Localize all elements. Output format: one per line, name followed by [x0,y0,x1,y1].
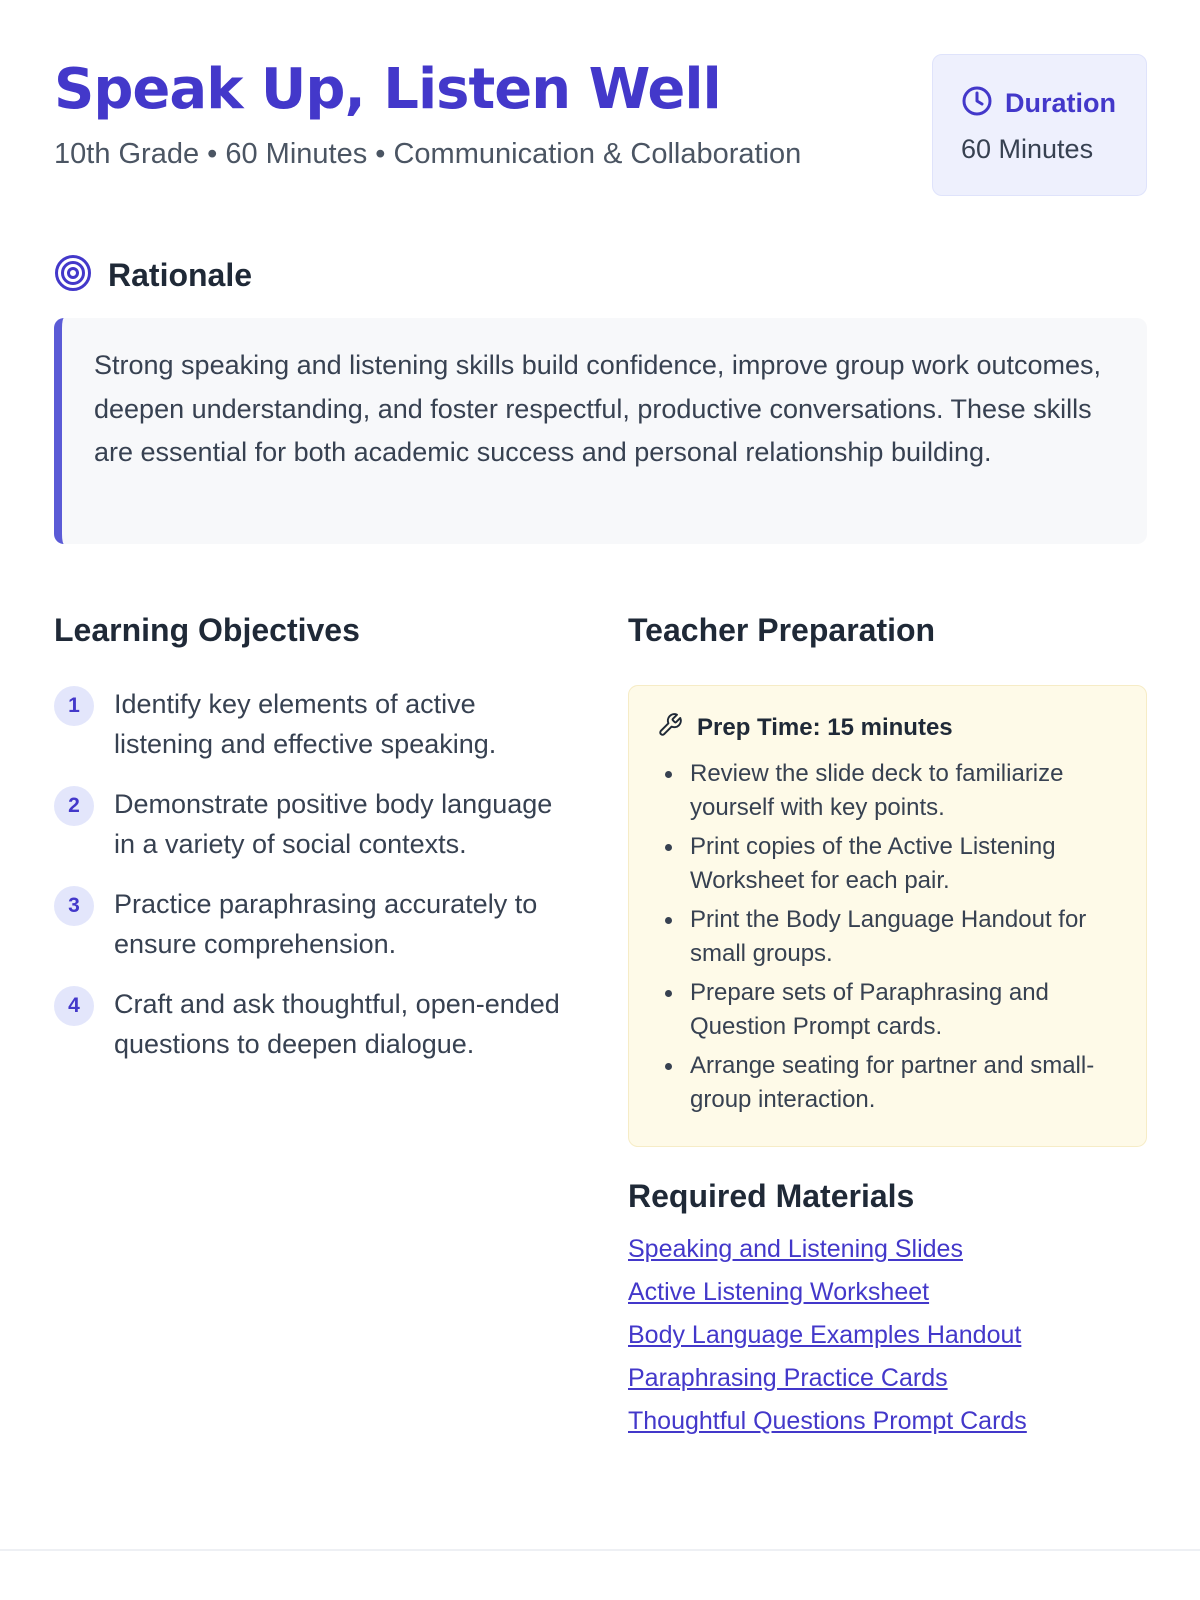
materials-title: Required Materials [628,1178,915,1214]
objective-number-badge: 4 [54,986,94,1026]
material-link-handout[interactable]: Body Language Examples Handout [628,1321,1022,1349]
prep-item: Print copies of the Active Listening Worksheet for each pair. [657,830,1124,897]
material-item [628,1234,1027,1268]
lesson-subtitle: 10th Grade • 60 Minutes • Communication & Collaboration [54,138,802,170]
material-item [628,1320,1027,1354]
prep-time-header [657,712,1124,743]
duration-header [961,85,1146,122]
rationale-title: Rationale [108,257,253,293]
prep-callout [628,685,1147,1147]
duration-value: 60 Minutes [961,134,1094,164]
target-icon [54,254,92,297]
material-link-slides[interactable]: Speaking and Listening Slides [628,1235,963,1263]
material-item [628,1277,1027,1311]
duration-card [932,54,1147,196]
objective-number-badge: 3 [54,886,94,926]
prep-item: Prepare sets of Paraphrasing and Question Prompt cards. [657,976,1124,1043]
objective-item [54,984,574,1064]
objective-text: Practice paraphrasing accurately to ensure comprehension. [114,889,538,959]
preparation-title: Teacher Preparation [628,612,936,648]
rationale-callout [54,318,1147,544]
material-item [628,1363,1027,1397]
prep-item: Print the Body Language Handout for small groups. [657,903,1124,970]
prep-list [657,757,1124,1116]
material-item [628,1406,1027,1440]
objectives-title: Learning Objectives [54,612,360,648]
material-link-paraphrasing-cards[interactable]: Paraphrasing Practice Cards [628,1364,948,1392]
prep-time-label: Prep Time: 15 minutes [697,713,953,741]
material-link-question-cards[interactable]: Thoughtful Questions Prompt Cards [628,1407,1027,1435]
objective-item [54,684,574,764]
prep-item: Arrange seating for partner and small-group interaction. [657,1049,1124,1116]
objective-text: Identify key elements of active listening and effective speaking. [114,689,497,759]
footer-divider [0,1549,1200,1551]
objective-number-badge: 1 [54,686,94,726]
materials-list [628,1234,1027,1449]
clock-icon [961,85,993,122]
objective-text: Demonstrate positive body language in a variety of social contexts. [114,789,553,859]
duration-label: Duration [1005,88,1116,118]
objectives-list [54,684,574,1084]
objective-item [54,784,574,864]
rationale-heading [54,254,252,297]
rationale-text: Strong speaking and listening skills build confidence, improve group work outcomes, deepen understanding, and foster respectful, productive conversations. These skills are essential for both academic success and personal relationship building. [94,350,1102,467]
prep-item: Review the slide deck to familiarize yourself with key points. [657,757,1124,824]
page-title: Speak Up, Listen Well [54,57,721,122]
objective-number-badge: 2 [54,786,94,826]
objective-text: Craft and ask thoughtful, open-ended questions to deepen dialogue. [114,989,560,1059]
wrench-icon [657,712,683,743]
material-link-worksheet[interactable]: Active Listening Worksheet [628,1278,930,1306]
objective-item [54,884,574,964]
